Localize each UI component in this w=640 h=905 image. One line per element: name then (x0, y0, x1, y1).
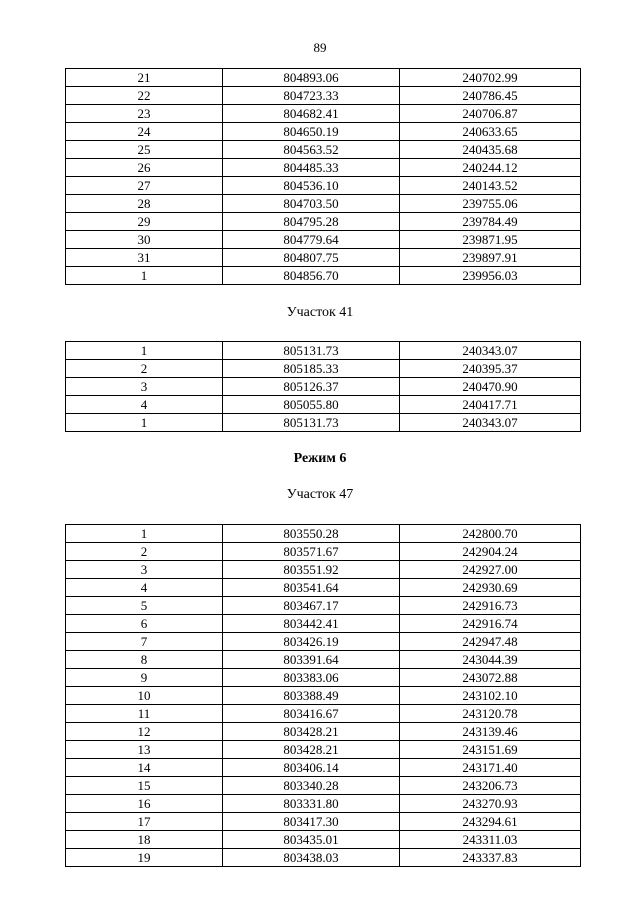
coordinates-table-47 (65, 524, 581, 867)
point-number-cell: 2 (66, 360, 223, 378)
table-row (66, 723, 581, 741)
x-coordinate-cell: 805131.73 (223, 414, 400, 432)
table-row (66, 213, 581, 231)
page-number: 89 (313, 40, 327, 55)
table-row (66, 561, 581, 579)
table-row (66, 813, 581, 831)
y-coordinate-cell: 243102.10 (400, 687, 581, 705)
table-row (66, 597, 581, 615)
point-number-cell: 6 (66, 615, 223, 633)
y-coordinate-cell: 240702.99 (400, 69, 581, 87)
table-row (66, 378, 581, 396)
x-coordinate-cell: 803416.67 (223, 705, 400, 723)
point-number-cell: 8 (66, 651, 223, 669)
table-row (66, 615, 581, 633)
point-number-cell: 5 (66, 597, 223, 615)
x-coordinate-cell: 804807.75 (223, 249, 400, 267)
coordinates-table-continued (65, 68, 581, 285)
x-coordinate-cell: 803383.06 (223, 669, 400, 687)
table-row (66, 267, 581, 285)
x-coordinate-cell: 803391.64 (223, 651, 400, 669)
table-row (66, 543, 581, 561)
x-coordinate-cell: 805131.73 (223, 342, 400, 360)
point-number-cell: 24 (66, 123, 223, 141)
y-coordinate-cell: 243270.93 (400, 795, 581, 813)
point-number-cell: 31 (66, 249, 223, 267)
point-number-cell: 3 (66, 378, 223, 396)
point-number-cell: 29 (66, 213, 223, 231)
x-coordinate-cell: 803551.92 (223, 561, 400, 579)
point-number-cell: 30 (66, 231, 223, 249)
y-coordinate-cell: 239755.06 (400, 195, 581, 213)
y-coordinate-cell: 242947.48 (400, 633, 581, 651)
y-coordinate-cell: 243206.73 (400, 777, 581, 795)
x-coordinate-cell: 803406.14 (223, 759, 400, 777)
x-coordinate-cell: 805055.80 (223, 396, 400, 414)
y-coordinate-cell: 240786.45 (400, 87, 581, 105)
x-coordinate-cell: 803426.19 (223, 633, 400, 651)
x-coordinate-cell: 804703.50 (223, 195, 400, 213)
table-row (66, 360, 581, 378)
x-coordinate-cell: 804723.33 (223, 87, 400, 105)
x-coordinate-cell: 803428.21 (223, 723, 400, 741)
y-coordinate-cell: 242927.00 (400, 561, 581, 579)
point-number-cell: 1 (66, 414, 223, 432)
table-row (66, 177, 581, 195)
table-row (66, 831, 581, 849)
table-row (66, 249, 581, 267)
section-caption-47: Участок 47 (286, 487, 354, 502)
point-number-cell: 23 (66, 105, 223, 123)
x-coordinate-cell: 803442.41 (223, 615, 400, 633)
point-number-cell: 1 (66, 267, 223, 285)
y-coordinate-cell: 240417.71 (400, 396, 581, 414)
x-coordinate-cell: 803550.28 (223, 525, 400, 543)
y-coordinate-cell: 240343.07 (400, 414, 581, 432)
table-row (66, 687, 581, 705)
table-row (66, 87, 581, 105)
y-coordinate-cell: 240470.90 (400, 378, 581, 396)
point-number-cell: 14 (66, 759, 223, 777)
point-number-cell: 2 (66, 543, 223, 561)
table-row (66, 579, 581, 597)
table-row (66, 759, 581, 777)
x-coordinate-cell: 803438.03 (223, 849, 400, 867)
x-coordinate-cell: 804485.33 (223, 159, 400, 177)
y-coordinate-cell: 239784.49 (400, 213, 581, 231)
y-coordinate-cell: 240244.12 (400, 159, 581, 177)
point-number-cell: 4 (66, 579, 223, 597)
y-coordinate-cell: 242916.73 (400, 597, 581, 615)
y-coordinate-cell: 243072.88 (400, 669, 581, 687)
y-coordinate-cell: 240435.68 (400, 141, 581, 159)
x-coordinate-cell: 803340.28 (223, 777, 400, 795)
table-row (66, 633, 581, 651)
x-coordinate-cell: 803541.64 (223, 579, 400, 597)
point-number-cell: 21 (66, 69, 223, 87)
x-coordinate-cell: 804682.41 (223, 105, 400, 123)
point-number-cell: 16 (66, 795, 223, 813)
coordinates-table-41 (65, 341, 581, 432)
table-row (66, 525, 581, 543)
point-number-cell: 12 (66, 723, 223, 741)
x-coordinate-cell: 803331.80 (223, 795, 400, 813)
x-coordinate-cell: 803388.49 (223, 687, 400, 705)
table-row (66, 414, 581, 432)
y-coordinate-cell: 243139.46 (400, 723, 581, 741)
regime-heading: Режим 6 (293, 451, 347, 466)
y-coordinate-cell: 239956.03 (400, 267, 581, 285)
x-coordinate-cell: 803428.21 (223, 741, 400, 759)
y-coordinate-cell: 243044.39 (400, 651, 581, 669)
y-coordinate-cell: 242916.74 (400, 615, 581, 633)
x-coordinate-cell: 803417.30 (223, 813, 400, 831)
x-coordinate-cell: 804650.19 (223, 123, 400, 141)
point-number-cell: 17 (66, 813, 223, 831)
y-coordinate-cell: 240395.37 (400, 360, 581, 378)
table-row (66, 159, 581, 177)
point-number-cell: 15 (66, 777, 223, 795)
x-coordinate-cell: 803435.01 (223, 831, 400, 849)
point-number-cell: 7 (66, 633, 223, 651)
x-coordinate-cell: 803571.67 (223, 543, 400, 561)
y-coordinate-cell: 239897.91 (400, 249, 581, 267)
point-number-cell: 28 (66, 195, 223, 213)
x-coordinate-cell: 804795.28 (223, 213, 400, 231)
table-row (66, 741, 581, 759)
table-row (66, 705, 581, 723)
x-coordinate-cell: 805185.33 (223, 360, 400, 378)
table-row (66, 141, 581, 159)
y-coordinate-cell: 243171.40 (400, 759, 581, 777)
point-number-cell: 18 (66, 831, 223, 849)
y-coordinate-cell: 239871.95 (400, 231, 581, 249)
point-number-cell: 3 (66, 561, 223, 579)
section-caption-41: Участок 41 (286, 305, 354, 320)
table-row (66, 123, 581, 141)
y-coordinate-cell: 243294.61 (400, 813, 581, 831)
point-number-cell: 1 (66, 342, 223, 360)
y-coordinate-cell: 240633.65 (400, 123, 581, 141)
table-row (66, 69, 581, 87)
table-row (66, 795, 581, 813)
point-number-cell: 19 (66, 849, 223, 867)
y-coordinate-cell: 243337.83 (400, 849, 581, 867)
table-row (66, 231, 581, 249)
point-number-cell: 4 (66, 396, 223, 414)
point-number-cell: 1 (66, 525, 223, 543)
x-coordinate-cell: 803467.17 (223, 597, 400, 615)
y-coordinate-cell: 242904.24 (400, 543, 581, 561)
point-number-cell: 22 (66, 87, 223, 105)
y-coordinate-cell: 240343.07 (400, 342, 581, 360)
y-coordinate-cell: 243151.69 (400, 741, 581, 759)
table-row (66, 396, 581, 414)
x-coordinate-cell: 804856.70 (223, 267, 400, 285)
point-number-cell: 13 (66, 741, 223, 759)
table-row (66, 342, 581, 360)
y-coordinate-cell: 242930.69 (400, 579, 581, 597)
table-row (66, 105, 581, 123)
point-number-cell: 25 (66, 141, 223, 159)
point-number-cell: 26 (66, 159, 223, 177)
y-coordinate-cell: 243311.03 (400, 831, 581, 849)
x-coordinate-cell: 804893.06 (223, 69, 400, 87)
table-row (66, 195, 581, 213)
y-coordinate-cell: 243120.78 (400, 705, 581, 723)
y-coordinate-cell: 240143.52 (400, 177, 581, 195)
point-number-cell: 11 (66, 705, 223, 723)
x-coordinate-cell: 804563.52 (223, 141, 400, 159)
table-row (66, 849, 581, 867)
point-number-cell: 9 (66, 669, 223, 687)
x-coordinate-cell: 804536.10 (223, 177, 400, 195)
table-row (66, 777, 581, 795)
table-row (66, 651, 581, 669)
x-coordinate-cell: 804779.64 (223, 231, 400, 249)
table-row (66, 669, 581, 687)
point-number-cell: 27 (66, 177, 223, 195)
y-coordinate-cell: 240706.87 (400, 105, 581, 123)
point-number-cell: 10 (66, 687, 223, 705)
y-coordinate-cell: 242800.70 (400, 525, 581, 543)
x-coordinate-cell: 805126.37 (223, 378, 400, 396)
